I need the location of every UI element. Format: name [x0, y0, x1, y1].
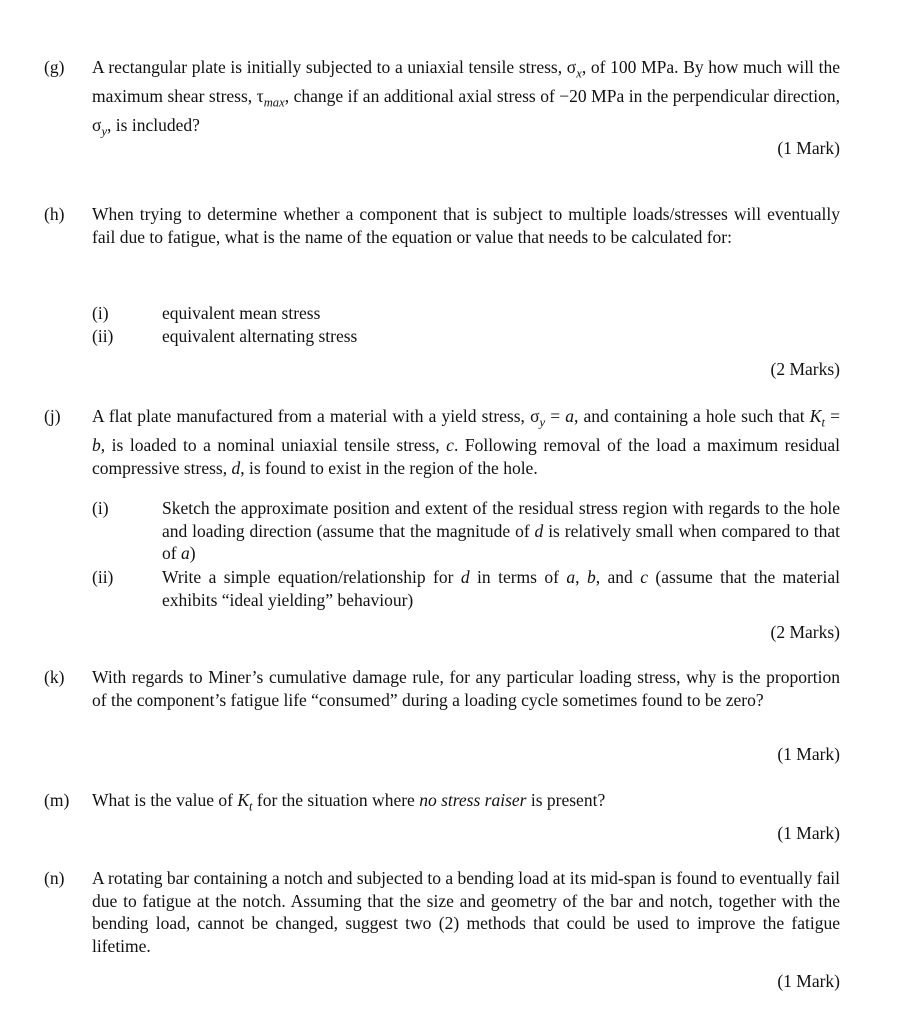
- question-label: (m): [44, 790, 70, 810]
- marks-k: (1 Mark): [777, 744, 840, 764]
- subpart-label: (ii): [92, 326, 114, 346]
- subpart-text: equivalent alternating stress: [162, 326, 358, 346]
- question-g-text: A rectangular plate is initially subjected to a uniaxial tensile stress, $\sigma_x$, of 100 MPa. By how much will the maximum shear stress, $\tau_{max}$, change if an additional axial stress of −20 MPa in the perpendicular direction, $\sigma_y$, is included?: [92, 57, 840, 139]
- subpart-j-ii-text: Write a simple equation/relationship for d in terms of a, b, and c (assume that the material exhibits “ideal yielding” behaviour): [162, 567, 840, 610]
- question-text: [92, 789, 840, 818]
- marks-h: (2 Marks): [770, 359, 840, 379]
- question-text: [92, 867, 840, 957]
- question-label: (g): [44, 57, 65, 77]
- question-h-text: When trying to determine whether a component that is subject to multiple loads/stresses will eventually fail due to fatigue, what is the name of the equation or value that needs to be calculated for:: [92, 204, 840, 247]
- question-label: (n): [44, 868, 65, 888]
- subpart-j-i-text: Sketch the approximate position and extent of the residual stress region with regards to the hole and loading direction (assume that the magnitude of d is relatively small when compared to that of a): [162, 498, 840, 563]
- marks-g: (1 Mark): [777, 138, 840, 158]
- subpart-label: (ii): [92, 567, 114, 587]
- question-n-text: A rotating bar containing a notch and subjected to a bending load at its mid-span is found to eventually fail due to fatigue at the notch. Assuming that the size and geometry of the bar and notch, together with the bending load, cannot be changed, suggest two (2) methods that could be used to improve the fatigue lifetime.: [92, 868, 840, 956]
- question-label: (h): [44, 204, 65, 224]
- marks-j: (2 Marks): [770, 622, 840, 642]
- question-text: [92, 405, 840, 479]
- subpart-text: equivalent mean stress: [162, 303, 321, 323]
- question-label: (k): [44, 667, 65, 687]
- question-k-text: With regards to Miner’s cumulative damage rule, for any particular loading stress, why is the proportion of the component’s fatigue life “consumed” during a loading cycle sometimes found to be zero?: [92, 667, 840, 710]
- subpart-label: (i): [92, 303, 109, 323]
- question-text: [92, 666, 840, 711]
- question-text: [92, 56, 840, 143]
- subpart-text: [162, 497, 840, 565]
- subpart-label: (i): [92, 498, 109, 518]
- question-m-text: What is the value of $K_t$ for the situation where no stress raiser is present?: [92, 790, 606, 814]
- subpart-text: [162, 566, 840, 611]
- question-label: (j): [44, 406, 61, 426]
- question-j-text: A flat plate manufactured from a material with a yield stress, $\sigma_y = a$, and containing a hole such that $K_t = b$, is loaded to a nominal uniaxial tensile stress, c. Following removal of the load a maximum residual compressive stress, d, is found to exist in the region of the hole.: [92, 406, 840, 478]
- marks-m: (1 Mark): [777, 823, 840, 843]
- marks-n: (1 Mark): [777, 971, 840, 991]
- question-text: [92, 203, 840, 248]
